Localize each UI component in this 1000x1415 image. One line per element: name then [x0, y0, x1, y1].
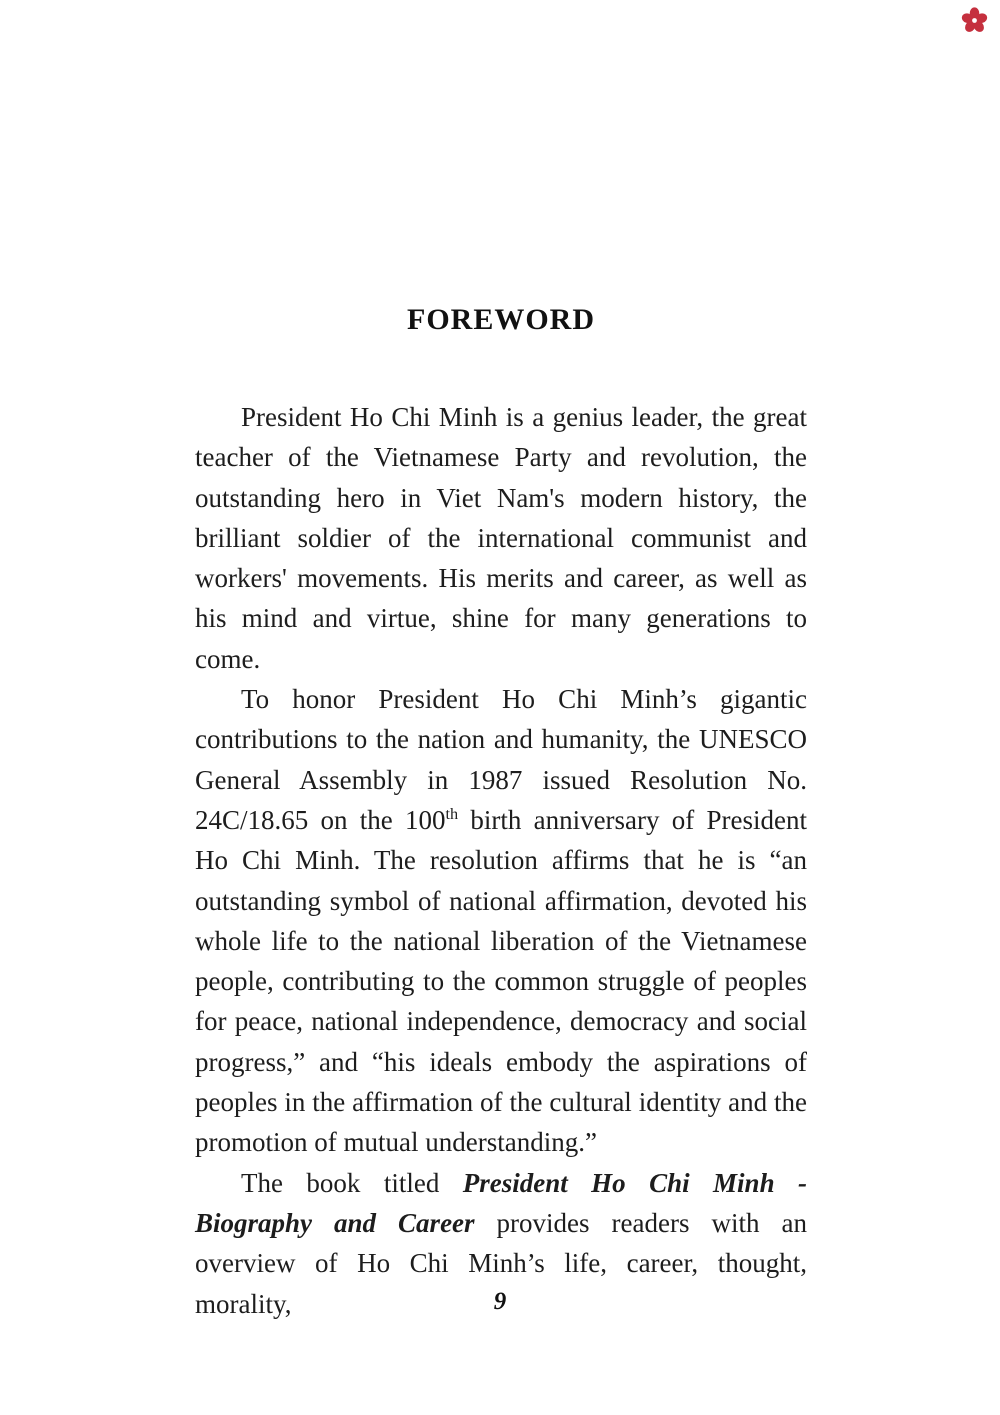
- paragraph: The book titled President Ho Chi Minh - Biography and Career provides readers with an overview of Ho Chi Minh’s life, career, thought, morality,: [195, 1167, 808, 1319]
- flower-ornament-icon: [961, 7, 988, 34]
- paragraph: To honor President Ho Chi Minh’s gigantic contributions to the nation and humanity, the UNESCO General Assembly in 1987 issued Resolution No. 24C/18.65 on the 100th birth anniversary of President Ho Chi Minh. The resolution affirms that he is “an outstanding symbol of national affirmation, devoted his whole life to the national liberation of the Vietnamese people, contributing to the common struggle of peoples for peace, national independence, democracy and social progress,” and “his ideals embody the aspirations of peoples in the affirmation of the cultural identity and the promotion of mutual understanding.”: [195, 684, 807, 1158]
- page-number: 9: [493, 1288, 507, 1315]
- body-text: [195, 397, 807, 1324]
- paragraph: President Ho Chi Minh is a genius leader, the great teacher of the Vietnamese Party and revolution, the outstanding hero in Viet Nam's modern history, the brilliant soldier of the international communist and workers' movements. His merits and career, as well as his mind and virtue, shine for many generations to come.: [195, 402, 807, 674]
- text-column: [195, 0, 807, 1324]
- page-title: FOREWORD: [407, 303, 595, 336]
